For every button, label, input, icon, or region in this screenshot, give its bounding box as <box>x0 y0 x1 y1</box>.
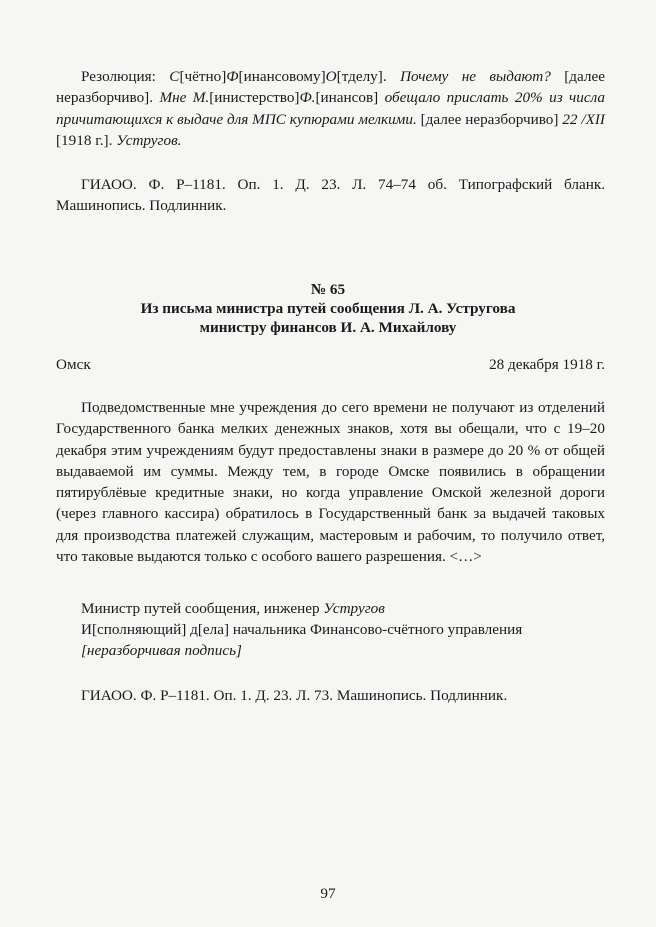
resolution-segment: обещало прислать 20% из числа причитающихся к выдаче для МПС купюрами мелкими. <box>56 89 606 128</box>
resolution-segment: [1918 г.]. <box>56 131 117 149</box>
resolution-segment: [далее неразборчиво]. <box>56 68 605 107</box>
signature-line-1 <box>81 598 621 619</box>
signature-name: Устругов <box>323 600 385 617</box>
resolution-segment: Ф <box>226 68 239 85</box>
document-title-line-2: министру финансов И. А. Михайлову <box>199 319 457 336</box>
resolution-segment: Устругов. <box>116 131 182 149</box>
resolution-segment: Мне М. <box>159 89 210 107</box>
resolution-segment: [инистерство] <box>209 89 300 107</box>
resolution-segment: Ф. <box>299 89 316 107</box>
document-title-line-1: Из письма министра путей сообщения Л. А. Устругова <box>140 300 516 317</box>
resolution-segment: [инансовому] <box>238 68 326 85</box>
page-number: 97 <box>320 885 336 902</box>
resolution-segment: [инансов] <box>315 89 385 107</box>
letter-body: Подведомственные мне учреждения до сего времени не получают из отделений Государственного банка мелких денежных знаков, хотя вы обещали, что с 19–20 декабря этим учреждениям будут предоставлены знаки в размере до 20 % от общей выдаваемой им суммы. Между тем, в городе Омске появились в обращении пятирублёвые кредитные знаки, но когда управление Омской железной дороги (через главного кассира) обратилось в Государственный банк за выдачей таковых для производства платежей служащим, мастеровым и рабочим, то получило ответ, что таковые выдаются только с особого вашего разрешения. <…> <box>56 399 605 566</box>
document-number: № 65 <box>310 281 346 298</box>
archive-reference-2: ГИАОО. Ф. Р–1181. Оп. 1. Д. 23. Л. 73. Машинопись. Подлинник. <box>81 687 508 704</box>
resolution-segment: [тделу]. <box>336 68 401 85</box>
signature-title: Министр путей сообщения, инженер <box>81 600 324 617</box>
resolution-segment: Почему не выдают? <box>400 68 565 85</box>
resolution-segment: [далее неразборчиво] <box>416 110 563 128</box>
resolution-segment: [чётно] <box>179 68 227 85</box>
archive-reference-1: ГИАОО. Ф. Р–1181. Оп. 1. Д. 23. Л. 74–74 об. Типографский бланк. Машинопись. Подлинник. <box>56 176 605 215</box>
signature-line-2: И[сполняющий] д[ела] начальника Финансово-счётного управления <box>81 621 523 638</box>
resolution-segment: 22 /XII <box>562 110 605 128</box>
illegible-signature: [неразборчивая подпись] <box>81 642 242 659</box>
resolution-segment: С <box>169 68 180 85</box>
resolution-label: Резолюция: <box>81 68 170 85</box>
signature-line-3 <box>81 640 621 661</box>
resolution-paragraph <box>56 66 605 151</box>
document-place: Омск <box>56 356 91 373</box>
document-date: 28 декабря 1918 г. <box>489 356 605 373</box>
resolution-segment: О <box>325 68 337 85</box>
